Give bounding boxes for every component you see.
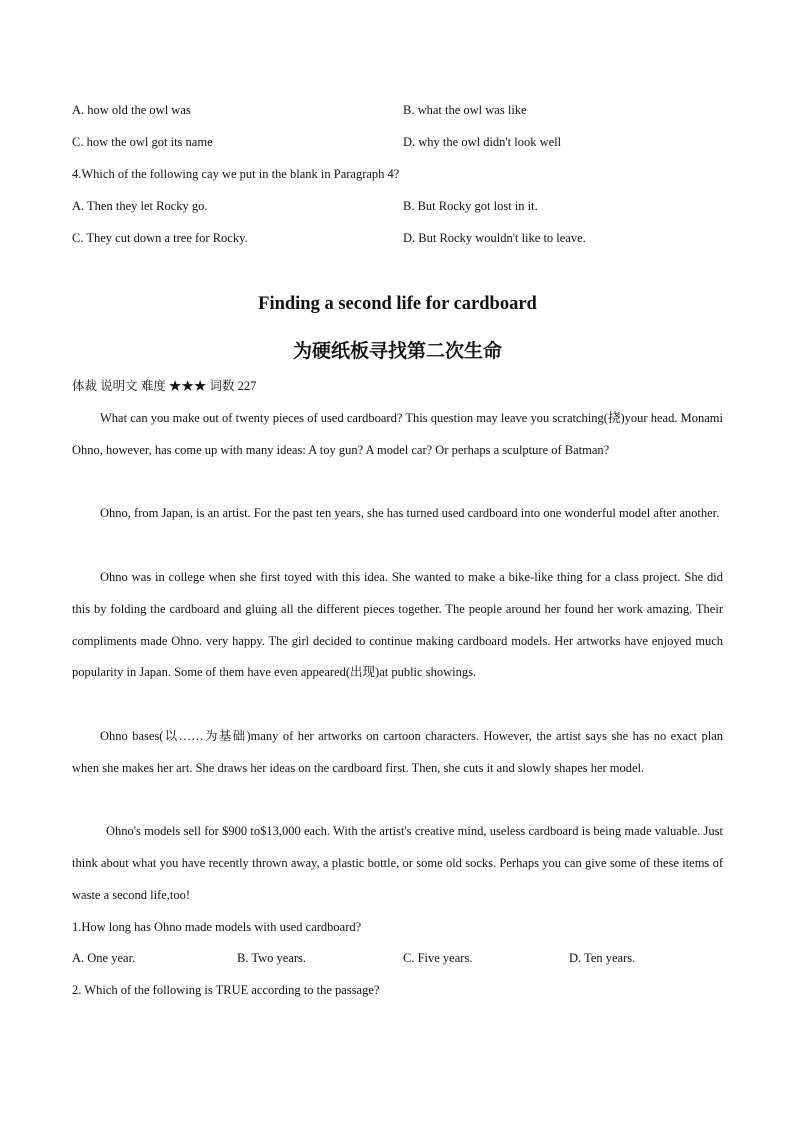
q4-option-c: C. They cut down a tree for Rocky. xyxy=(72,231,248,245)
article-paragraph-4: Ohno bases(以……为基础)many of her artworks on cartoon characters. However, the artist says she has no exact plan when she makes her art. She draws her ideas on the cardboard first. Then, she cuts it and slowly shapes her model. xyxy=(72,729,723,775)
q3-option-a: A. how old the owl was xyxy=(72,103,191,117)
q1-option-d: D. Ten years. xyxy=(569,951,636,965)
q4-option-a: A. Then they let Rocky go. xyxy=(72,199,208,213)
q3-options-row-2 xyxy=(72,132,723,152)
article-meta-info: 体裁 说明文 难度 ★★★ 词数 227 xyxy=(72,379,257,393)
article-paragraph-1: What can you make out of twenty pieces of used cardboard? This question may leave you scratching(挠)your head. Monami Ohno, however, has come up with many ideas: A toy gun? A model car? Or perhaps a sculpture of Batman? xyxy=(72,411,723,457)
q4-option-d: D. But Rocky wouldn't like to leave. xyxy=(403,231,586,245)
q4-option-b: B. But Rocky got lost in it. xyxy=(403,199,538,213)
article-paragraph-3: Ohno was in college when she first toyed with this idea. She wanted to make a bike-like thing for a class project. She did this by folding the cardboard and gluing all the different pieces together. The people around her found her work amazing. Their compliments made Ohno. very happy. The girl decided to continue making cardboard models. Her artworks have enjoyed much popularity in Japan. Some of them have even appeared(出现)at public showings. xyxy=(72,570,723,680)
q4-options-row-1 xyxy=(72,196,723,216)
article-title-english: Finding a second life for cardboard xyxy=(258,294,537,314)
q2-stem: 2. Which of the following is TRUE according to the passage? xyxy=(72,983,380,997)
article-paragraph-2: Ohno, from Japan, is an artist. For the past ten years, she has turned used cardboard into one wonderful model after another. xyxy=(100,506,720,520)
q3-options-row-1 xyxy=(72,100,723,120)
q4-stem: 4.Which of the following cay we put in the blank in Paragraph 4? xyxy=(72,167,400,181)
q1-option-b: B. Two years. xyxy=(237,951,307,965)
q3-option-c: C. how the owl got its name xyxy=(72,135,213,149)
article-title-chinese: 为硬纸板寻找第二次生命 xyxy=(292,340,502,362)
q1-option-c: C. Five years. xyxy=(403,951,473,965)
article-paragraph-5: Ohno's models sell for $900 to$13,000 each. With the artist's creative mind, useless cardboard is being made valuable. Just think about what you have recently thrown away, a plastic bottle, or some old socks. Perhaps you can give some of these items of waste a second life,too! xyxy=(72,824,723,902)
q4-options-row-2 xyxy=(72,228,723,248)
q1-stem: 1.How long has Ohno made models with used cardboard? xyxy=(72,920,362,934)
q1-option-a: A. One year. xyxy=(72,951,136,965)
q3-option-b: B. what the owl was like xyxy=(403,103,527,117)
q1-options xyxy=(72,948,723,968)
q3-option-d: D. why the owl didn't look well xyxy=(403,135,562,149)
